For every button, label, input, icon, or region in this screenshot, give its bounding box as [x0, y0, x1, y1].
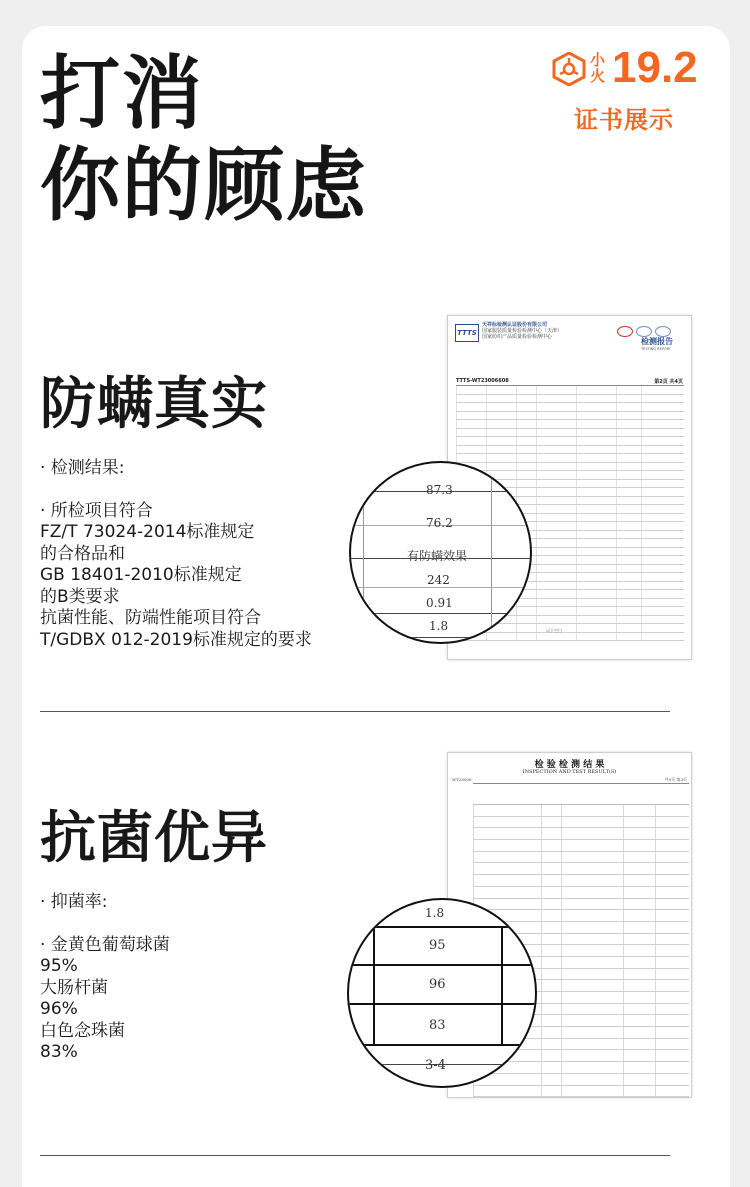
report-table-row: [473, 805, 689, 817]
mag-value: 83: [429, 1018, 446, 1033]
report-table-row: [473, 899, 689, 911]
mite-line: 的B类要求: [40, 586, 120, 607]
mag-value: 3-4: [425, 1058, 446, 1073]
mite-line: GB 18401-2010标准规定: [40, 565, 242, 585]
antibac-line: 白色念珠菌: [40, 1020, 125, 1041]
mite-description: [40, 458, 370, 651]
mite-line: FZ/T 73024-2014标准规定: [40, 522, 255, 542]
report-table-row: [456, 437, 684, 446]
report-table-row: [473, 852, 689, 864]
report-table-row: [473, 817, 689, 829]
mite-section-title: 防螨真实: [40, 372, 268, 437]
report-table-row: [473, 840, 689, 852]
hero-title-line2: 你的顾虑: [40, 139, 368, 232]
mite-line: T/GDBX 012-2019标准规定的要求: [40, 629, 312, 650]
hero-title: [40, 48, 368, 232]
report-table-row: [473, 863, 689, 875]
badge-number: 19.2: [612, 43, 698, 92]
mag-value: 96: [429, 977, 446, 992]
antibac-rate-label: · 抑菌率:: [40, 892, 108, 912]
report-table-row: [456, 420, 684, 429]
report-page: 第2页 共4页: [654, 379, 683, 385]
section-divider: [40, 1155, 670, 1156]
antibac-line: 95%: [40, 956, 78, 976]
badge-small-text: 小火: [590, 51, 606, 85]
mag-value: 76.2: [426, 516, 453, 530]
report-table-row: [456, 454, 684, 463]
report-table-row: [473, 828, 689, 840]
report-number: WT23006: [452, 777, 472, 782]
antibac-line: 83%: [40, 1042, 78, 1062]
report-table-row: [473, 1086, 689, 1098]
report-page: 共5页 第3页: [664, 777, 687, 782]
mite-line: 的合格品和: [40, 543, 125, 564]
antibac-magnifier: [347, 898, 537, 1088]
hero-title-line1: 打消: [40, 47, 204, 140]
report-table-row: [456, 395, 684, 404]
report-table-row: [473, 910, 689, 922]
accreditation-marks-icon: [617, 322, 677, 332]
antibac-line: 大肠杆菌: [40, 977, 108, 998]
mag-value: 1.8: [429, 619, 449, 633]
report-table-row: [473, 887, 689, 899]
mag-value: 有防螨效果: [407, 549, 468, 563]
mite-magnifier: [349, 461, 532, 644]
antibac-description: [40, 892, 370, 1064]
report-number: TTTS-WT23006608: [456, 378, 509, 384]
mite-line: 抗菌性能、防端性能项目符合: [40, 608, 261, 628]
report-table-row: [473, 1097, 689, 1098]
report-table-row: [456, 403, 684, 412]
brand-badge: [552, 43, 712, 138]
report-table-row: [456, 446, 684, 455]
report-subtitle: INSPECTION AND TEST RESULT(S): [522, 769, 617, 775]
antibac-section-title: 抗菌优异: [40, 806, 268, 871]
cube-logo-icon: [552, 52, 586, 86]
antibac-line: · 金黄色葡萄球菌: [40, 934, 170, 955]
report-table-row: [456, 412, 684, 421]
report-table-row: [456, 429, 684, 438]
badge-subtitle: 证书展示: [574, 106, 674, 134]
report-table-row: [456, 386, 684, 395]
mite-result-label: · 检测结果:: [40, 458, 125, 478]
mag-value: 87.3: [426, 483, 453, 497]
mag-value: 95: [429, 938, 446, 953]
mag-value: 0.91: [426, 596, 453, 610]
section-divider: [40, 711, 670, 712]
report-title: 检 验 检 测 结 果: [534, 760, 605, 770]
report-footer: 以下空白: [546, 628, 562, 633]
mite-line: · 所检项目符合: [40, 500, 153, 521]
report-logo: TTTS: [455, 324, 479, 342]
mag-value: 1.8: [425, 906, 445, 920]
report-table-header: [473, 784, 689, 805]
antibac-line: 96%: [40, 999, 78, 1019]
report-org: 天祥标检测认证股份有限公司 国家服装质量检验检测中心（天津） 国家纺织产品质量检验检测中心: [482, 322, 563, 340]
report-table-row: [473, 875, 689, 887]
report-title: 检测报告 TESTING REPORT: [641, 337, 673, 351]
report-table-row: [473, 1074, 689, 1086]
mag-value: 242: [427, 573, 450, 587]
